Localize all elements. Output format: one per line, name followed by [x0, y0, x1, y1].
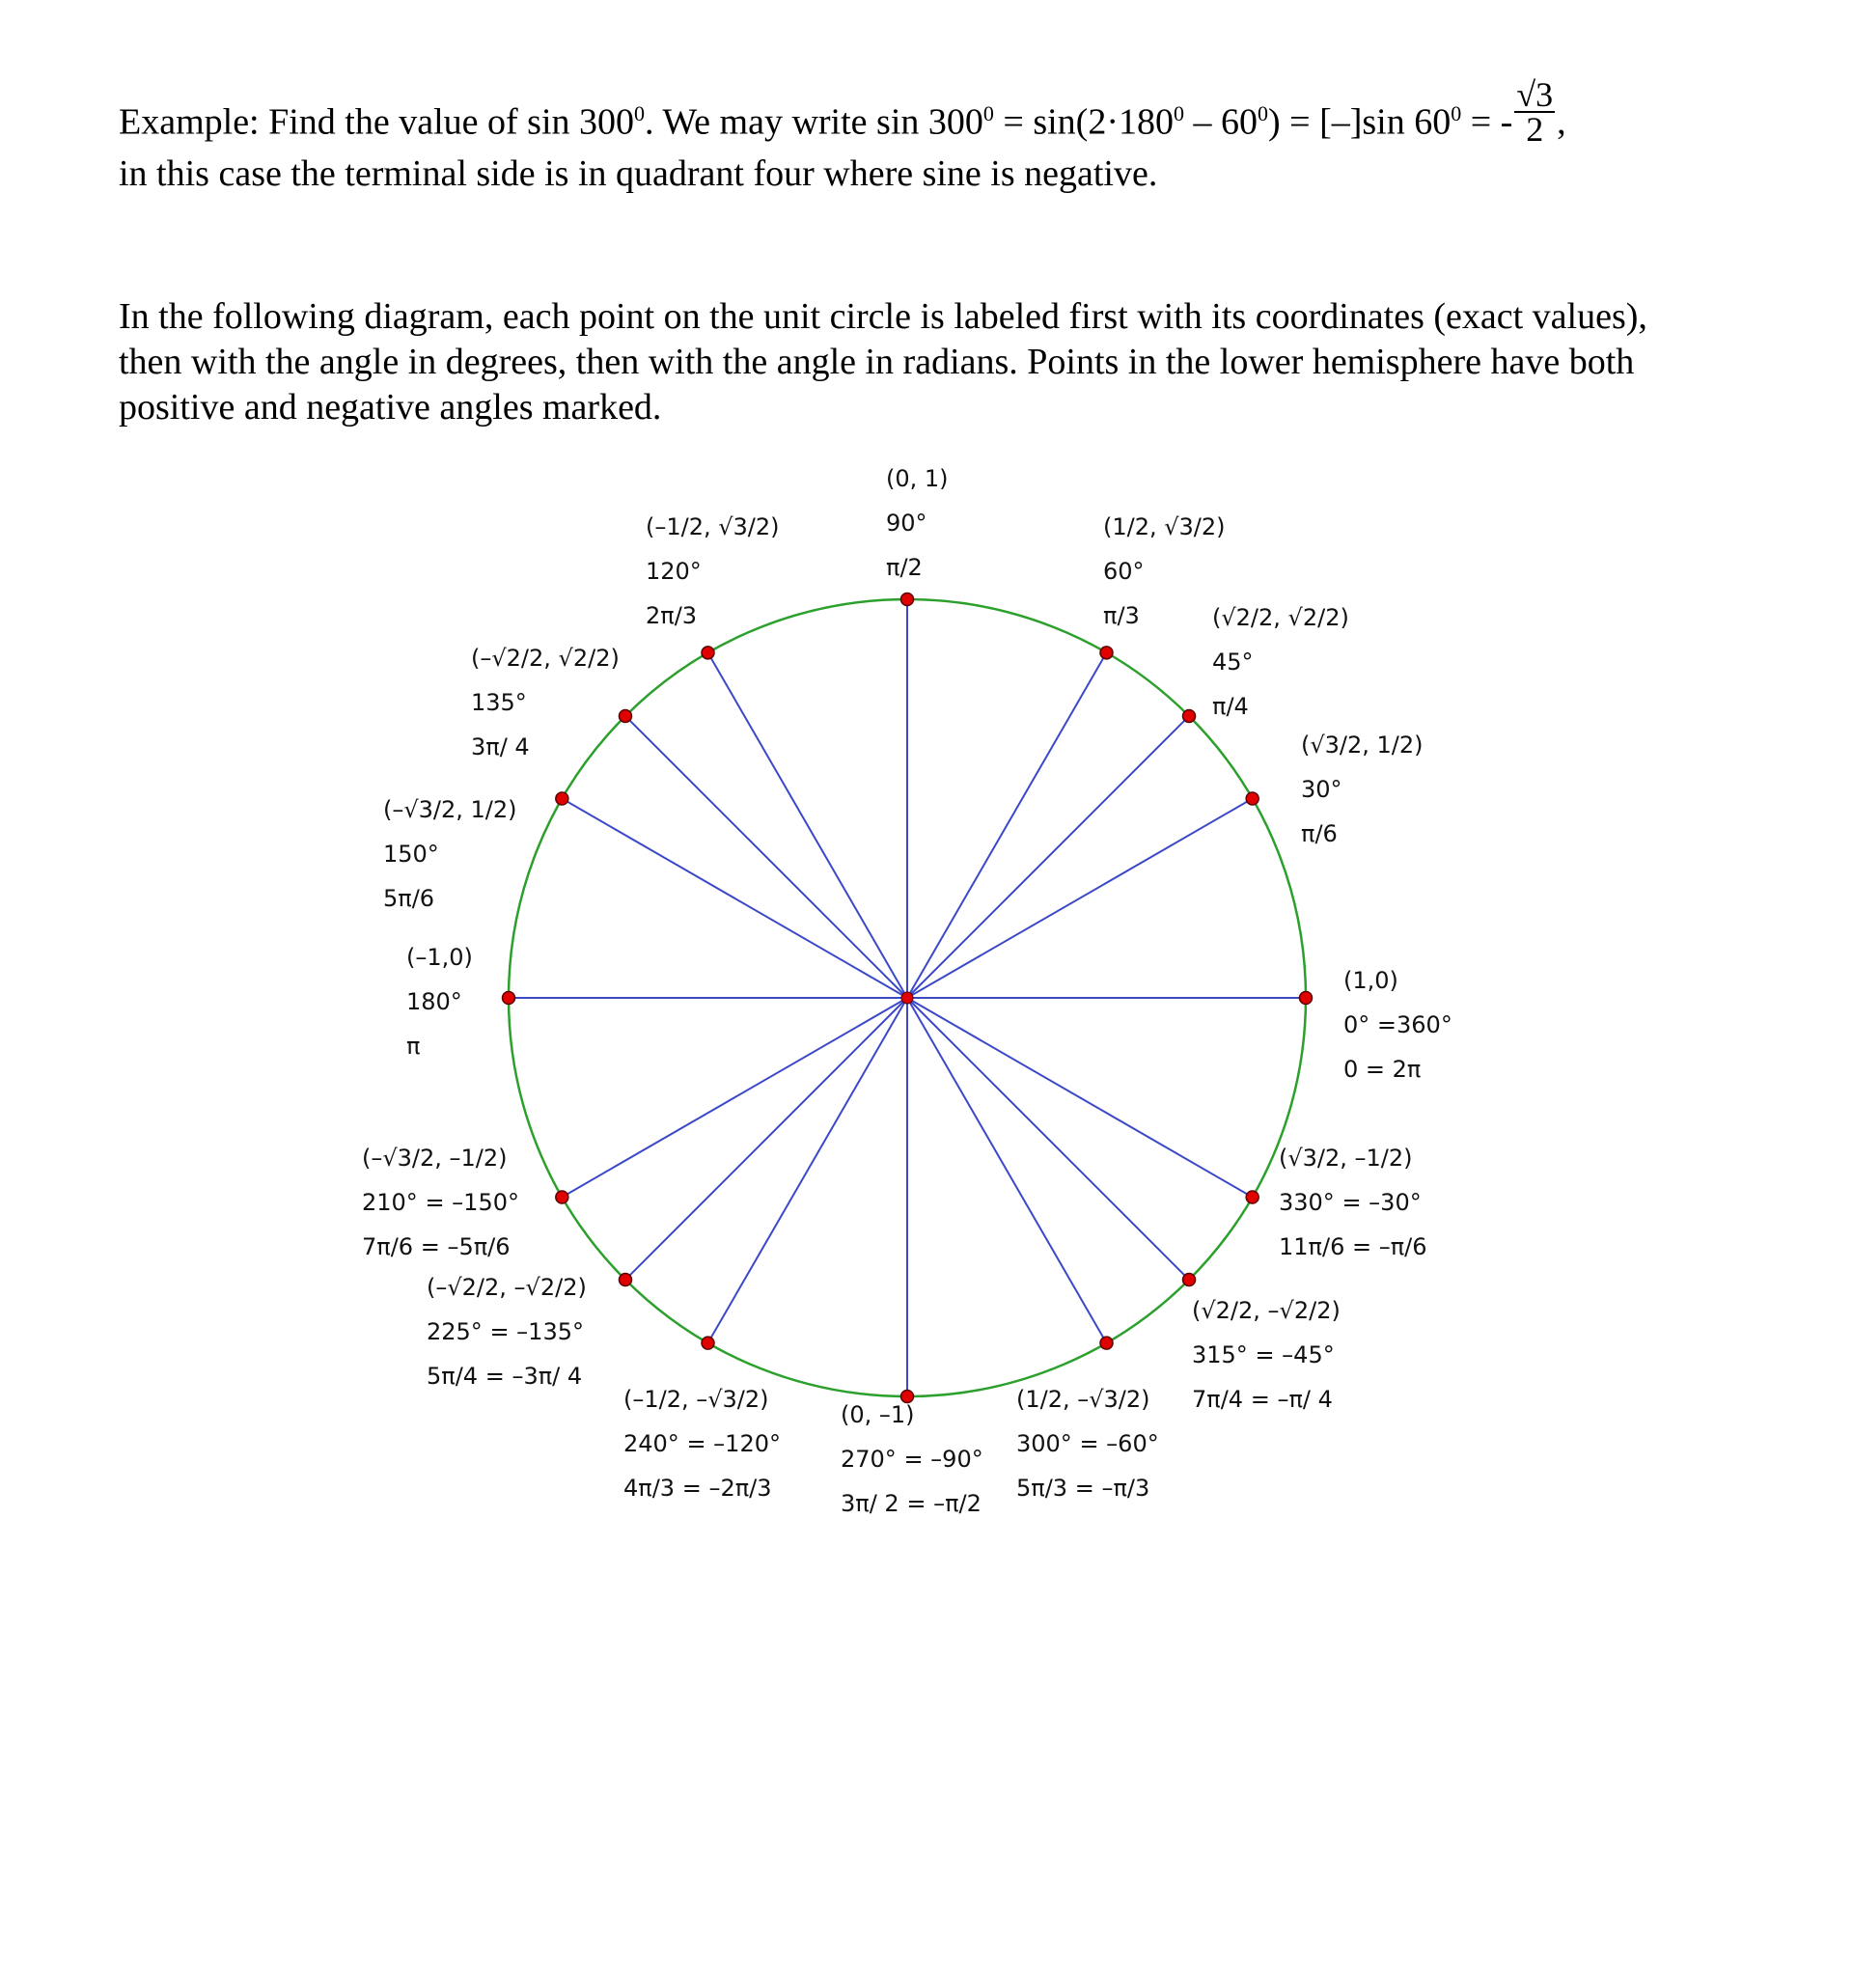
label-deg-150: 150° [383, 841, 439, 868]
circle-point-315 [1183, 1274, 1196, 1286]
label-deg-225: 225° = –135° [427, 1318, 584, 1345]
label-rad-210: 7π/6 = –5π/6 [362, 1233, 511, 1260]
label-deg-90: 90° [886, 510, 927, 537]
circle-point-90 [901, 594, 914, 606]
label-coord-300: (1/2, –√3/2) [1016, 1386, 1150, 1413]
radius-line-135 [625, 716, 907, 998]
radius-line-150 [562, 799, 907, 999]
label-rad-150: 5π/6 [383, 885, 435, 912]
label-deg-300: 300° = –60° [1016, 1430, 1159, 1457]
radius-line-240 [708, 998, 908, 1343]
label-rad-135: 3π/ 4 [471, 733, 530, 760]
label-coord-30: (√3/2, 1/2) [1301, 732, 1424, 759]
circle-point-60 [1100, 647, 1113, 659]
fraction-sqrt3-over-2: $\frac{√3}{2}$ [1516, 74, 1554, 149]
label-deg-0: 0° =360° [1343, 1011, 1452, 1038]
label-deg-30: 30° [1301, 776, 1342, 803]
radius-line-225 [625, 998, 907, 1280]
label-coord-330: (√3/2, –1/2) [1279, 1145, 1413, 1172]
radius-line-60 [907, 652, 1107, 998]
circle-point-180 [503, 992, 515, 1005]
circle-point-150 [556, 792, 568, 805]
label-coord-210: (–√3/2, –1/2) [362, 1145, 508, 1172]
circle-point-120 [702, 647, 714, 659]
radius-line-30 [907, 799, 1253, 999]
circle-point-135 [619, 709, 631, 722]
radius-line-45 [907, 716, 1189, 998]
label-rad-60: π/3 [1103, 602, 1140, 629]
circle-point-45 [1183, 709, 1196, 722]
label-coord-45: (√2/2, √2/2) [1212, 604, 1349, 631]
label-rad-90: π/2 [886, 554, 923, 581]
origin-point [901, 992, 913, 1004]
circle-point-240 [702, 1337, 714, 1349]
label-rad-45: π/4 [1212, 693, 1249, 720]
label-deg-60: 60° [1103, 558, 1145, 585]
label-deg-135: 135° [471, 689, 527, 716]
label-coord-180: (–1,0) [406, 944, 473, 971]
example-line-2: in this case the terminal side is in quadrant four where sine is negative. [119, 153, 1158, 194]
radius-line-210 [562, 998, 907, 1198]
circle-point-330 [1246, 1191, 1258, 1203]
label-deg-330: 330° = –30° [1279, 1189, 1422, 1216]
label-coord-270: (0, –1) [841, 1401, 915, 1428]
label-rad-300: 5π/3 = –π/3 [1016, 1475, 1150, 1502]
circle-point-0 [1300, 992, 1313, 1005]
label-rad-270: 3π/ 2 = –π/2 [841, 1490, 982, 1517]
radius-line-300 [907, 998, 1107, 1343]
label-deg-240: 240° = –120° [623, 1430, 781, 1457]
label-rad-315: 7π/4 = –π/ 4 [1192, 1386, 1333, 1413]
circle-point-210 [556, 1191, 568, 1203]
label-rad-180: π [406, 1033, 421, 1060]
label-coord-150: (–√3/2, 1/2) [383, 796, 517, 823]
label-coord-225: (–√2/2, –√2/2) [427, 1274, 587, 1301]
radius-line-120 [708, 652, 908, 998]
label-rad-0: 0 = 2π [1343, 1056, 1422, 1083]
radius-line-330 [907, 998, 1253, 1198]
label-coord-135: (–√2/2, √2/2) [471, 645, 620, 672]
label-deg-270: 270° = –90° [841, 1446, 983, 1473]
label-rad-240: 4π/3 = –2π/3 [623, 1475, 772, 1502]
label-deg-180: 180° [406, 988, 462, 1015]
label-deg-315: 315° = –45° [1192, 1341, 1335, 1368]
label-deg-210: 210° = –150° [362, 1189, 519, 1216]
label-coord-60: (1/2, √3/2) [1103, 513, 1226, 540]
label-rad-120: 2π/3 [646, 602, 698, 629]
label-coord-90: (0, 1) [886, 465, 949, 492]
label-deg-120: 120° [646, 558, 702, 585]
intro-paragraph: In the following diagram, each point on the unit circle is labeled first with its coordinates (exact values), then with the angle in degrees, then with the angle in radians. Points in the lower hemisphere have both positive and negative angles marked. [119, 296, 1647, 428]
label-rad-330: 11π/6 = –π/6 [1279, 1233, 1427, 1260]
label-rad-30: π/6 [1301, 820, 1338, 847]
label-coord-240: (–1/2, –√3/2) [623, 1386, 769, 1413]
label-coord-0: (1,0) [1343, 967, 1398, 994]
label-coord-120: (–1/2, √3/2) [646, 513, 780, 540]
circle-point-30 [1246, 792, 1258, 805]
circle-point-300 [1100, 1337, 1113, 1349]
circle-point-225 [619, 1274, 631, 1286]
example-line-1: Example: Find the value of $\sin 300^0$. We may write $\sin 300^0 = \sin(2\cdot 180^0 - 60^0) = [-]\sin$ $60^0$ = - $\frac{√3}{2}$ , [119, 74, 1566, 149]
radius-line-315 [907, 998, 1189, 1280]
label-deg-45: 45° [1212, 649, 1254, 676]
label-coord-315: (√2/2, –√2/2) [1192, 1297, 1341, 1324]
label-rad-225: 5π/4 = –3π/ 4 [427, 1363, 583, 1390]
